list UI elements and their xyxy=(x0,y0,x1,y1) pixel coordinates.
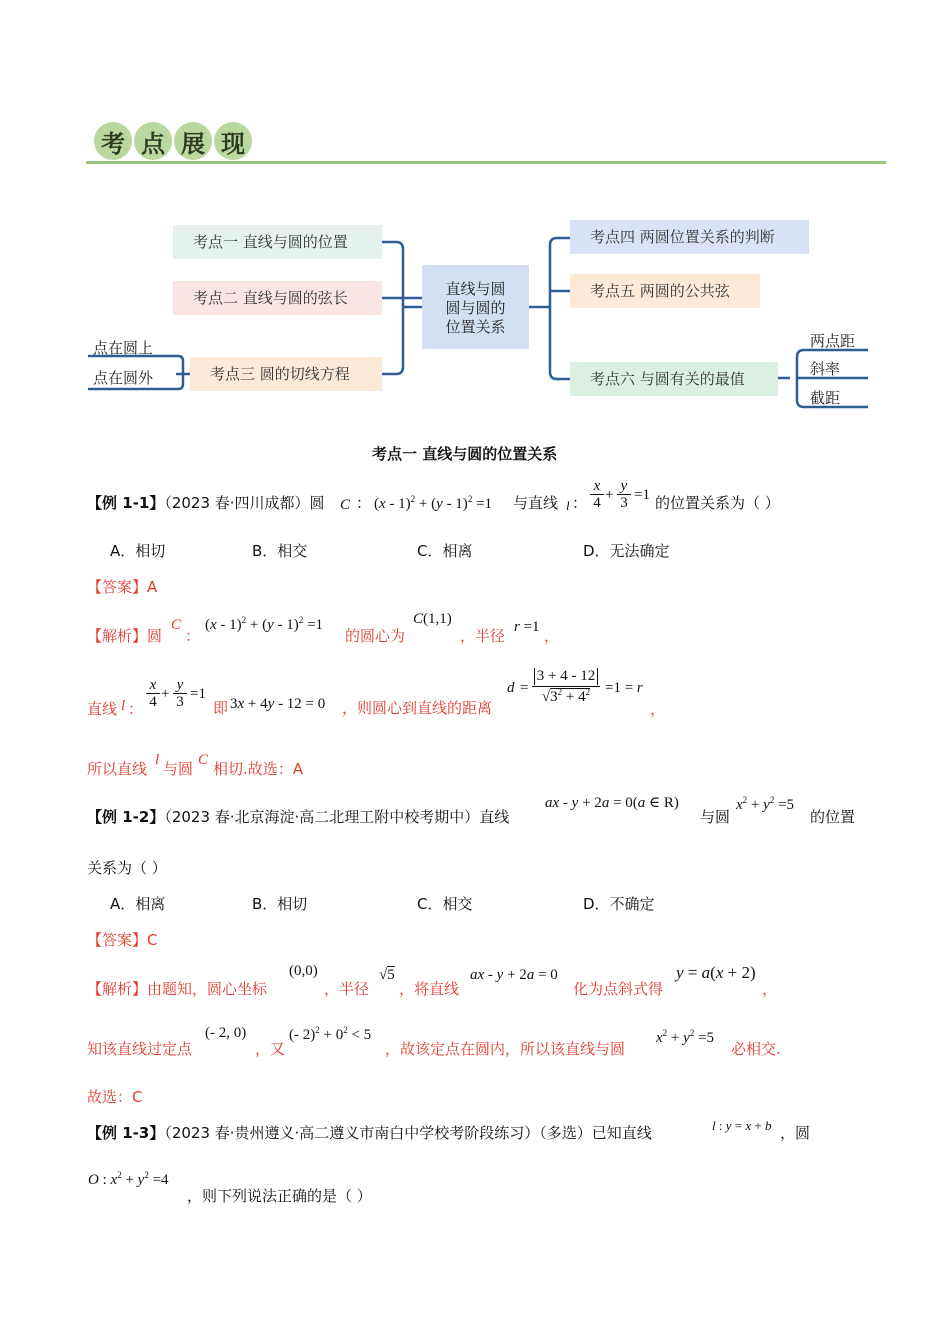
math: ， xyxy=(650,700,666,718)
solution-text: ，则圆心到直线的距离 xyxy=(342,699,493,717)
mindmap-leaf: 斜率 xyxy=(810,360,841,378)
math: ， xyxy=(762,980,778,998)
option: B．相交 xyxy=(252,542,308,560)
math: C(1,1) xyxy=(413,611,452,627)
math: (- $2)^2 + 0^2 < 5$ xyxy=(289,1025,372,1043)
example-text: ，圆 xyxy=(780,1124,811,1142)
math: l xyxy=(121,698,126,714)
option: D．不确定 xyxy=(583,895,655,913)
math-fraction: y 3 xyxy=(173,677,187,711)
solution-text: 【解析】由题知，圆心坐标 xyxy=(87,980,268,998)
math: $x^2 + y^2 =5$ xyxy=(656,1028,715,1046)
math: ax - y + 2a = 0(a ∈ R) xyxy=(545,795,679,811)
answer: 【答案】C xyxy=(87,931,158,949)
solution-text: 直线 xyxy=(87,700,118,718)
math-fraction: x 4 xyxy=(590,478,604,512)
mindmap-leaf: 两点距 xyxy=(810,332,856,350)
header-char: 点 xyxy=(141,130,165,158)
solution-text: 必相交. xyxy=(731,1040,781,1058)
solution-text: 相切.故选：A xyxy=(213,760,304,778)
math: l xyxy=(566,498,570,513)
math: √5 xyxy=(379,967,395,983)
option: A．相离 xyxy=(110,895,166,913)
solution-text: 化为点斜式得 xyxy=(573,980,664,998)
mindmap-center-line: 圆与圆的 xyxy=(445,299,506,317)
example-text: 的位置 xyxy=(810,808,856,826)
example-text: ，则下列说法正确的是（ ） xyxy=(187,1187,372,1205)
mindmap-leaf: 点在圆上 xyxy=(93,339,154,357)
mindmap-node-topic2: 考点二 直线与圆的弦长 xyxy=(173,281,382,315)
mindmap-node-topic1: 考点一 直线与圆的位置 xyxy=(173,225,382,259)
solution-text: ，故该定点在圆内，所以该直线与圆 xyxy=(385,1040,626,1058)
solution-text: ，半径 xyxy=(324,980,370,998)
math: =1 xyxy=(190,686,206,702)
mindmap-center xyxy=(422,265,529,349)
math: l : y = x + b xyxy=(712,1118,772,1133)
math: C xyxy=(171,617,182,633)
math: ， xyxy=(544,627,560,645)
example-1-2-question xyxy=(87,806,509,827)
math: C xyxy=(198,752,209,768)
mindmap-node-topic4: 考点四 两圆位置关系的判断 xyxy=(570,220,809,254)
option: B．相切 xyxy=(252,895,308,913)
example-label: 【例 1-1】 xyxy=(87,494,165,512)
example-1-1-question xyxy=(87,492,325,513)
option: C．相离 xyxy=(417,542,473,560)
math: (x - 1)$^2$ + (y - 1)$^2$ =1 xyxy=(374,494,493,512)
math: ： xyxy=(572,494,588,512)
math: l xyxy=(155,752,160,768)
math-fraction: x 4 xyxy=(146,677,160,711)
mindmap-leaf: 截距 xyxy=(810,389,841,407)
solution-text: ，又 xyxy=(255,1040,286,1058)
math: + xyxy=(161,686,170,702)
solution-text: 即 xyxy=(213,699,229,717)
math: (- 2, 0) xyxy=(205,1025,247,1041)
solution-text: 知该直线过定点 xyxy=(87,1040,193,1058)
math: r =1 xyxy=(514,619,540,635)
header-char: 考 xyxy=(101,130,125,158)
header-char: 展 xyxy=(181,130,205,158)
math: + xyxy=(605,487,614,503)
mindmap-center-line: 位置关系 xyxy=(445,318,506,336)
solution-text: ，将直线 xyxy=(399,980,460,998)
example-text: 与圆 xyxy=(700,808,731,826)
math: ： xyxy=(128,700,144,718)
math: (x - 1)$^2$ + (y - 1)$^2$ =1 xyxy=(205,615,324,633)
solution-text: 与圆 xyxy=(163,760,194,778)
option: D．无法确定 xyxy=(583,542,670,560)
example-source: （2023 春·四川成都）圆 xyxy=(164,494,325,512)
math: ax - y + 2a = 0 xyxy=(470,967,558,983)
example-label: 【例 1-2】 xyxy=(87,808,165,826)
solution-text: 的圆心为 xyxy=(345,627,406,645)
math: =1 = r xyxy=(605,680,643,696)
solution-text: 【解析】圆 xyxy=(87,627,163,645)
math: C xyxy=(340,497,351,513)
answer: 【答案】A xyxy=(87,578,158,596)
mindmap-leaf: 点在圆外 xyxy=(93,369,154,387)
math: 3x + 4y - 12 = 0 xyxy=(230,696,326,712)
option: A．相切 xyxy=(110,542,166,560)
example-text: 关系为（ ） xyxy=(87,859,167,877)
math: ： xyxy=(185,627,201,645)
option: C．相交 xyxy=(417,895,473,913)
math: $x^2 + y^2 =5$ xyxy=(736,795,795,813)
math-fraction: y 3 xyxy=(617,478,631,512)
example-text: 的位置关系为（ ） xyxy=(655,494,780,512)
example-source: （2023 春·贵州遵义·高二遵义市南白中学校考阶段练习）（多选）已知直线 xyxy=(164,1124,652,1142)
math-fraction: 3 + 4 - 12 $√3^2 + 4^2$ xyxy=(532,668,600,706)
mindmap-node-topic5: 考点五 两圆的公共弦 xyxy=(570,274,760,308)
math: = xyxy=(520,680,529,696)
mindmap-node-topic6: 考点六 与圆有关的最值 xyxy=(570,362,778,396)
math: ： xyxy=(356,496,372,512)
math: d xyxy=(507,680,515,696)
header-char: 现 xyxy=(221,130,245,158)
solution-text: ，半径 xyxy=(460,627,506,645)
math: y = a(x + 2) xyxy=(676,963,756,982)
section-title: 考点一 直线与圆的位置关系 xyxy=(372,445,558,463)
example-source: （2023 春·北京海淀·高二北理工附中校考期中）直线 xyxy=(164,808,510,826)
math: (0,0) xyxy=(289,963,318,979)
math: =1 xyxy=(634,487,650,503)
math: O : $x^2 + y^2 =4$ xyxy=(88,1170,169,1188)
solution-text: 所以直线 xyxy=(87,760,148,778)
example-label: 【例 1-3】 xyxy=(87,1124,165,1142)
example-1-3-question xyxy=(87,1122,652,1143)
mindmap-node-topic3: 考点三 圆的切线方程 xyxy=(190,357,382,391)
example-text: 与直线 xyxy=(513,494,559,512)
mindmap-center-line: 直线与圆 xyxy=(445,280,506,298)
solution-text: 故选：C xyxy=(87,1088,143,1106)
